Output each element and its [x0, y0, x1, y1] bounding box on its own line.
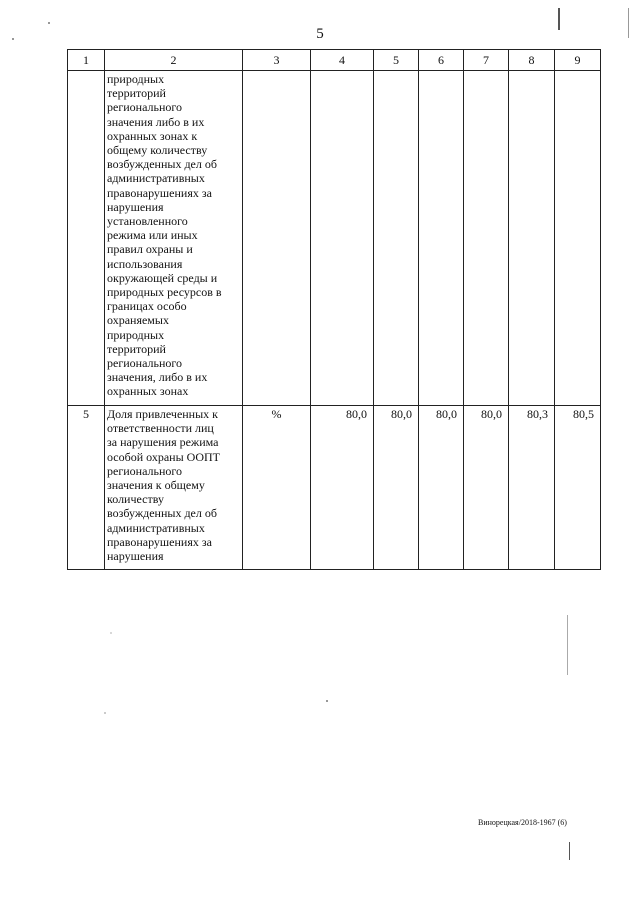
page-number: 5 [316, 26, 324, 42]
description-line: нарушения [107, 199, 164, 214]
scan-speck [12, 38, 14, 40]
description-line: природных ресурсов в [107, 285, 222, 300]
description-line: административных [107, 520, 205, 535]
column-header: 7 [464, 50, 509, 71]
value-cell [311, 71, 374, 406]
description-line: значения либо в их [107, 114, 205, 129]
table-row [68, 71, 601, 406]
unit-cell: % [243, 406, 311, 570]
description-line: общему количеству [107, 143, 208, 158]
value-cell: 80,0 [311, 406, 374, 570]
value-cell: 80,3 [509, 406, 555, 570]
value-cell [419, 71, 464, 406]
description-line: особой охраны ООПТ [107, 449, 220, 464]
scan-mark [628, 8, 629, 38]
column-header: 1 [68, 50, 105, 71]
description-line: территорий [107, 86, 166, 101]
indicator-description-cell [105, 71, 243, 406]
description-line: нарушения [107, 549, 164, 564]
column-header: 6 [419, 50, 464, 71]
description-line: использования [107, 256, 183, 271]
description-line: регионального [107, 356, 183, 371]
description-line: административных [107, 171, 205, 186]
description-line: правил охраны и [107, 242, 193, 257]
scan-speck [48, 22, 50, 24]
indicator-table [67, 49, 601, 570]
scan-mark [567, 615, 568, 675]
description-line: природных [107, 327, 165, 342]
column-header: 4 [311, 50, 374, 71]
scan-speck [104, 712, 106, 714]
description-line: охраняемых [107, 313, 169, 328]
value-cell: 80,0 [419, 406, 464, 570]
value-cell [374, 71, 419, 406]
description-line: количеству [107, 492, 164, 507]
table-header-row [68, 50, 601, 71]
value-cell [464, 71, 509, 406]
description-line: правонарушениях за [107, 534, 212, 549]
description-line: значения к общему [107, 478, 205, 493]
scan-mark [569, 842, 570, 860]
column-header: 9 [555, 50, 601, 71]
description-line: территорий [107, 341, 166, 356]
description-line: установленного [107, 214, 188, 229]
scan-speck [110, 632, 112, 634]
unit-cell [243, 71, 311, 406]
indicator-description-cell [105, 406, 243, 570]
column-header: 5 [374, 50, 419, 71]
description-line: режима или иных [107, 228, 198, 243]
value-cell [509, 71, 555, 406]
description-line: ответственности лиц [107, 421, 214, 436]
value-cell: 80,0 [374, 406, 419, 570]
value-cell: 80,0 [464, 406, 509, 570]
row-number-cell: 5 [68, 406, 105, 570]
scan-speck [326, 700, 328, 702]
row-number-cell [68, 71, 105, 406]
description-line: правонарушениях за [107, 185, 212, 200]
column-header: 2 [105, 50, 243, 71]
description-line: возбужденных дел об [107, 157, 217, 172]
description-line: регионального [107, 100, 183, 115]
description-line: охранных зонах к [107, 128, 198, 143]
value-cell [555, 71, 601, 406]
description-line: за нарушения режима [107, 435, 219, 450]
table-row [68, 406, 601, 570]
column-header: 3 [243, 50, 311, 71]
description-line: Доля привлеченных к [107, 407, 218, 421]
scan-mark [558, 8, 560, 30]
value-cell: 80,5 [555, 406, 601, 570]
column-header: 8 [509, 50, 555, 71]
description-line: охранных зонах [107, 384, 189, 399]
description-line: природных [107, 72, 165, 86]
description-line: значения, либо в их [107, 370, 208, 385]
description-line: возбужденных дел об [107, 506, 217, 521]
description-line: границах особо [107, 299, 187, 314]
document-stamp: Винорецкая/2018-1967 (6) [478, 818, 567, 827]
description-line: регионального [107, 463, 183, 478]
description-line: окружающей среды и [107, 270, 218, 285]
